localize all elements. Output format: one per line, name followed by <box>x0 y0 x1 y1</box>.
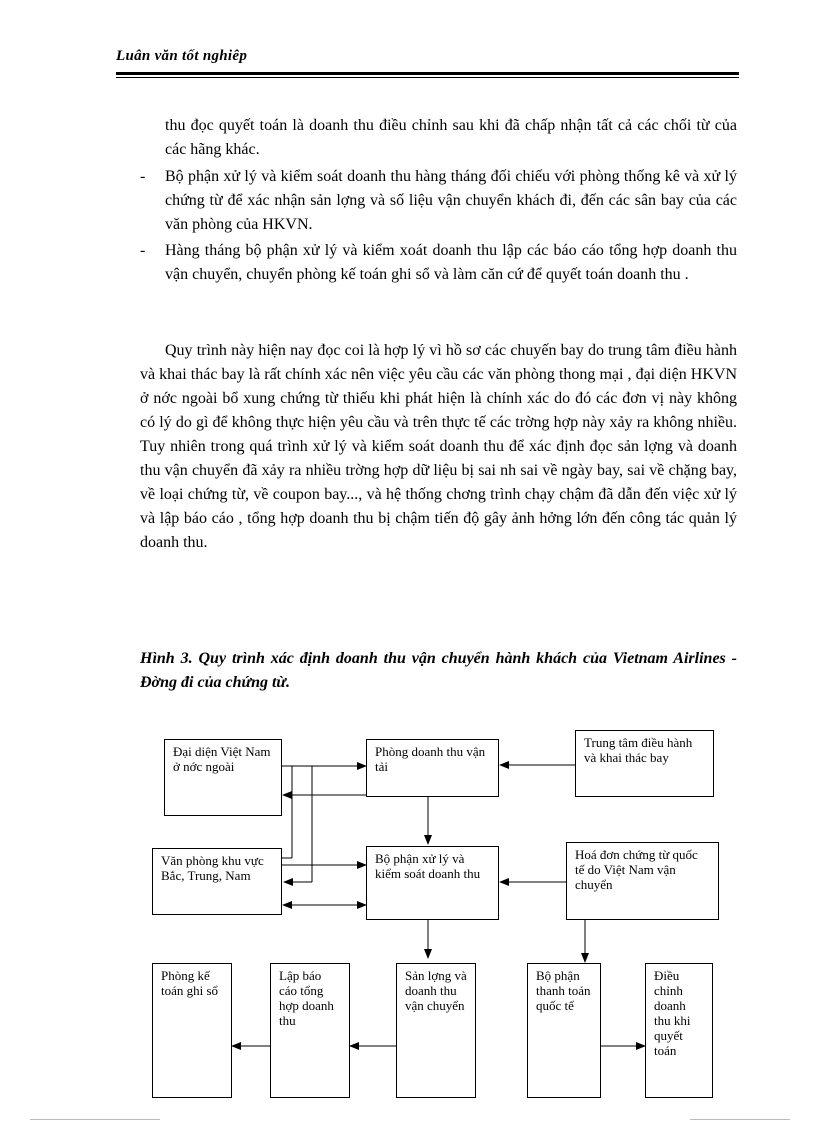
box-san-luong: Sản lợng và doanh thu vận chuyển <box>396 963 476 1098</box>
paragraph-continued: thu đọc quyết toán là doanh thu điều chỉnh sau khi đã chấp nhận tất cả các chối từ của các hãng khác. <box>165 117 737 158</box>
box-dai-dien: Đại diện Việt Nam ở nớc ngoài <box>164 739 282 816</box>
footer-line-left <box>30 1119 160 1120</box>
box-phong-ke-toan: Phòng kế toán ghi sổ <box>152 963 232 1098</box>
box-bo-phan-xu-ly: Bộ phận xử lý và kiểm soát doanh thu <box>366 846 499 920</box>
footer-line-right <box>690 1119 790 1120</box>
box-hoa-don: Hoá đơn chứng từ quốc tế do Việt Nam vận chuyển <box>566 842 719 920</box>
bullet-marker: - <box>140 168 146 185</box>
bullet-marker: - <box>140 242 146 259</box>
box-bo-phan-thanh-toan: Bộ phận thanh toán quốc tế <box>527 963 601 1098</box>
bullet-text: Hàng tháng bộ phận xử lý và kiểm xoát doanh thu lập các báo cáo tổng hợp doanh thu vận chuyển, chuyển phòng kế toán ghi sổ và làm căn cứ để quyết toán doanh thu . <box>165 242 737 283</box>
figure-caption: Hình 3. Quy trình xác định doanh thu vận chuyển hành khách của Vietnam Airlines - Đờng đi của chứng từ. <box>140 650 737 691</box>
box-trung-tam: Trung tâm điều hành và khai thác bay <box>575 730 714 797</box>
box-van-phong-khu-vuc: Văn phòng khu vực Bắc, Trung, Nam <box>152 848 282 915</box>
box-dieu-chinh: Điều chỉnh doanh thu khi quyết toán <box>645 963 713 1098</box>
bullet-text: Bộ phận xử lý và kiểm soát doanh thu hàng tháng đối chiếu với phòng thống kê và xử lý chứng từ để xác nhận sản lợng và số liệu vận chuyển khách đi, đến các sân bay của các văn phòng của HKVN. <box>165 168 737 233</box>
paragraph-main: Quy trình này hiện nay đọc coi là hợp lý vì hồ sơ các chuyến bay do trung tâm điều hành và khai thác bay là rất chính xác nên việc yêu cầu các văn phòng thong mại , đại diện HKVN ở nớc ngoài bổ xung chứng từ thiếu khi phát hiện là chính xác do đó các đơn vị này không có lý do gì để không thực hiện yêu cầu và trên thực tế các trờng hợp này xảy ra không nhiều. Tuy nhiên trong quá trình xử lý và kiểm soát doanh thu để xác định đọc sản lợng và doanh thu vận chuyển đã xảy ra nhiều trờng hợp dữ liệu bị sai nh sai về ngày bay, sai về chặng bay, về loại chứng từ, về coupon bay..., và hệ thống chơng trình chạy chậm đã dẫn đến việc xử lý và lập báo cáo , tổng hợp doanh thu bị chậm tiến độ gây ảnh hởng lớn đến công tác quản lý doanh thu. <box>140 342 737 551</box>
box-lap-bao-cao: Lập báo cáo tổng hợp doanh thu <box>270 963 350 1098</box>
page-header-title: Luân văn tốt nghiêp <box>116 48 248 64</box>
box-phong-doanh-thu: Phòng doanh thu vận tải <box>366 739 499 797</box>
